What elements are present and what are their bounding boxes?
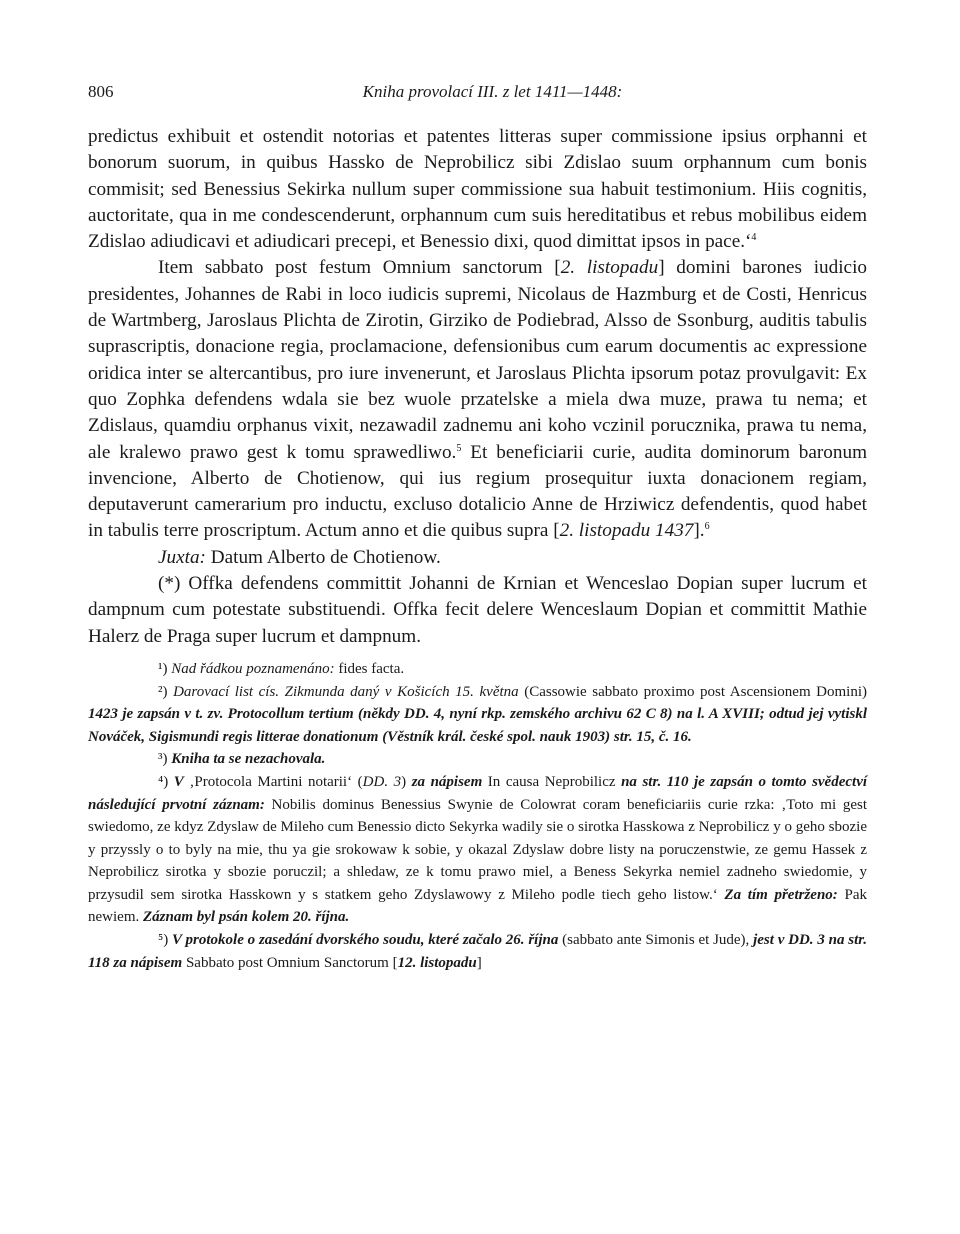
footnotes xyxy=(88,658,867,974)
main-text xyxy=(88,124,867,650)
paragraph-4: (*) Offka defendens committit Johanni de Krnian et Wenceslao Dopian super lucrum et dampnum cum potestate substituendi. Offka fecit delere Wenceslaum Dopian et committit Mathie Halerz de Praga super lucrum et dampnum. xyxy=(88,573,867,647)
page-header xyxy=(88,82,867,112)
running-title: Kniha provolací III. z let 1411—1448: xyxy=(362,82,623,101)
footnote-5: ⁵) V protokole o zasedání dvorského soudu, které začalo 26. října (sabbato ante Simonis et Jude), jest v DD. 3 na str. 118 za nápisem Sabbato post Omnium Sanctorum [12. listopadu] xyxy=(88,932,868,971)
footnote-4: ⁴) V ‚Protocola Martini notarii‘ (DD. 3) za nápisem In causa Neprobilicz na str. 110 je zapsán o tomto svědectví následující prvotní záznam: Nobilis dominus Benessius Swynie de Colowrat coram beneficiariis curie rzka: ‚Toto mi gest swiedomo, ze kdyz Zdyslaw de Mileho cum Benessio dicto Sekyrka wadily sie o sirotka Hasskowa z Neprobilicz y o geho sbozie y przyssly o to byly na mie, thu ya gie srokowaw k sobie, y okazal Zdyslaw dobre listy na poruczenstwie, ze gemu Hassek z Neprobilicz sirotka y sbozie poruczil; a shledaw, ze k tomu prawo miel, a Beness Sekyrka nemiel zadneho swiedomie, y przysudil sem sirotka Hasskown y s statkem geho Zdyslawowy z Mileho podle tiech geho listow.‘ Za tím přetrženo: Pak newiem. Záznam byl psán kolem 20. října. xyxy=(88,773,868,926)
paragraph-2: Item sabbato post festum Omnium sanctorum [2. listopadu] domini barones iudicio presidentes, Johannes de Rabi in loco iudicis supremi, Nicolaus de Hazmburg et de Costi, Henricus de Wartmberg, Jaroslaus Plichta de Zirotin, Girziko de Podiebrad, Alsso de Ssonburg, auditis tabulis suprascriptis, donacione regia, proclamacione, defensionibus cum earum documentis ac expressione oridica inter se altercantibus, pro iure invenerunt, et Jaroslaus Plichta ipsorum potaz provulgavit: Ex quo Zophka defendens wdala sie bez wuole przatelske a miela dwa muze, prawa tu nema; et Zdislaus, quamdiu orphanus vixit, nezawadil zadnemu ani koho vczinil porucznika, prawa tu nema, ale kralewo prawo gest k tomu sprawedliwo.$^5$ Et beneficiarii curie, audita dominorum baronum invencione, Alberto de Chotienow, qui ius regium prosequitur iuxta donacionem regiam, deputaverunt camerarium pro inductu, excluso dotalicio Anne de Hrziwicz defendentis, quod habet in tabulis terre proscriptum. Actum anno et die quibus supra [2. listopadu 1437].$^6$ xyxy=(88,257,867,542)
footnote-ref-4: 4 xyxy=(751,232,757,244)
page-number: 806 xyxy=(88,82,114,101)
footnote-1: ¹) Nad řádkou poznamenáno: fides facta. xyxy=(158,660,405,677)
document-page xyxy=(88,82,867,974)
footnote-2: ²) Darovací list cís. Zikmunda daný v Košicích 15. května (Cassowie sabbato proximo post Ascensionem Domini) 1423 je zapsán v t. zv. Protocollum tertium (někdy DD. 4, nyní rkp. zemského archivu 62 C 8) na l. A XVIII; odtud jej vytiskl Nováček, Sigismundi regis litterae donationum (Věstník král. české spol. nauk 1903) str. 15, č. 16. xyxy=(88,683,868,745)
paragraph-1: predictus exhibuit et ostendit notorias et patentes litteras super commissione ipsius orphanni et bonorum suorum, in quibus Hassko de Neprobilicz sibi Zdislao suum orphannum cum bonis commisit; sed Benessius Sekirka nullum super commissione sua habuit testimonium. Hiis cognitis, auctoritate, qua in me condescenderunt, orphannum cum suis hereditatibus et rebus mobilibus eidem Zdislao adiudicavi et adiudicari precepi, et Benessio dixi, quod dimittat ipsos in pace.‘$^4$ xyxy=(88,126,867,253)
footnote-ref-5: 5 xyxy=(456,442,462,454)
paragraph-3: Juxta: Datum Alberto de Chotienow. xyxy=(158,546,441,568)
footnote-3: ³) Kniha ta se nezachovala. xyxy=(158,751,326,768)
footnote-ref-6: 6 xyxy=(704,521,710,533)
